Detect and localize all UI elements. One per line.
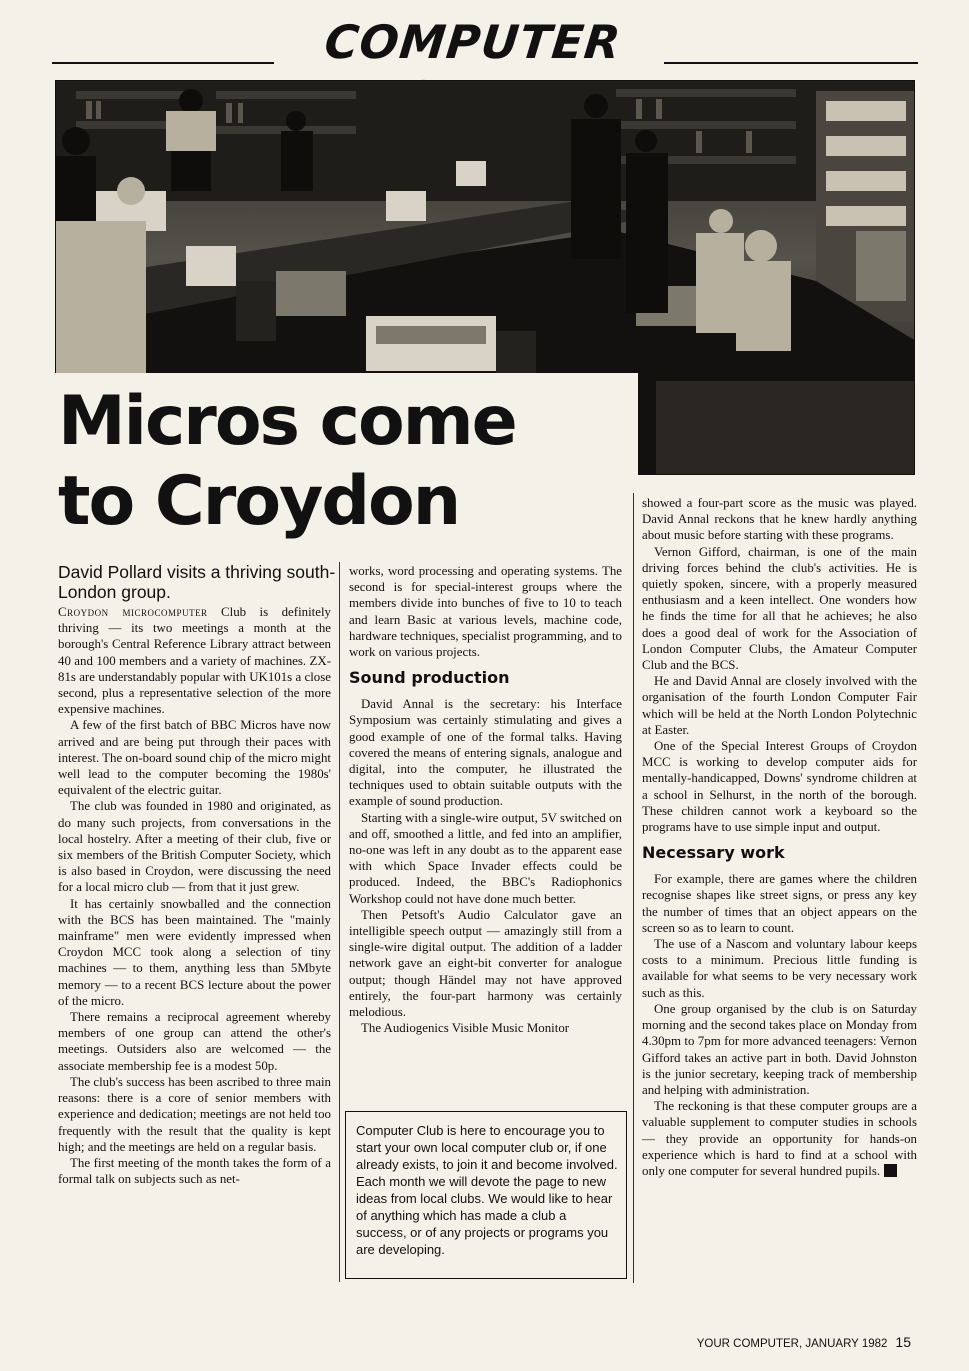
paragraph: One of the Special Interest Groups of Croydon MCC is working to develop computer aids for mentally-handicapped, Downs' syndrome children at a school in Selhurst, in the north of the borough. These children cannot work a keyboard so the programs have to use simple input and output.: [642, 739, 917, 835]
paragraph: Then Petsoft's Audio Calculator gave an intelligible speech output — amazingly still from a single-wire digital output. The addition of a ladder network gave an eight-bit converter for analogue output; though Händel may not have approved entirely, the four-part harmony was certainly melodious.: [349, 907, 622, 1020]
paragraph: The first meeting of the month takes the form of a formal talk on subjects such as net-: [58, 1155, 331, 1187]
paragraph: [58, 604, 331, 717]
paragraph: For example, there are games where the children recognise shapes like street signs, or press any key the number of times that an object appears on the screen so as to learn to count.: [642, 872, 917, 935]
paragraph: Vernon Gifford, chairman, is one of the main driving forces behind the club's activities. He is quietly spoken, sincere, with a properly measured enthusiasm and a keen intellect. One wonders how he finds the time for all that he achieves; he also does a good deal of work for the Association of London Computer Clubs, the Amateur Computer Club and the BCS.: [642, 544, 917, 673]
column-2: [349, 563, 622, 1036]
computer-club-info-box: [345, 1111, 627, 1279]
lead-in: Croydon microcomputer: [58, 605, 208, 619]
paragraph-text: Club is definitely thriving — its two meetings a month at the borough's Central Reference Library attract between 40 and 100 members and a variety of machines. ZX-81s are understandably popular with UK101s a close second, plus a representative selection of the more expensive machines.: [58, 605, 332, 717]
paragraph: Starting with a single-wire output, 5V switched on and off, smoothed a little, and fed into an amplifier, no-one was left in any doubt as to the apparent ease with which Space Invader effects could be produced. Indeed, the BBC's Radiophonics Workshop could not have done much better.: [349, 810, 622, 906]
paragraph: There remains a reciprocal agreement whereby members of one group can attend the other's meetings. Outsiders also are welcomed — the associate membership fee is a modest 50p.: [58, 1010, 331, 1073]
paragraph: One group organised by the club is on Saturday morning and the second takes place on Monday from 4.30pm to 7pm for more advanced teenagers: Vernon Gifford takes an active part in both. David Johnston is the junior secretary, keeping track of membership and helping with administration.: [642, 1001, 917, 1097]
subhead-sound-production: Sound production: [349, 668, 510, 688]
column-1: [58, 604, 331, 1187]
paragraph: The club was founded in 1980 and originated, as do many such projects, from conversations in the local hostelry. After a meeting of their club, five or six members of the British Computer Society, which is also based in Croydon, were discussing the need for a local micro club — from that it just grew.: [58, 799, 331, 895]
paragraph: The Audiogenics Visible Music Monitor: [361, 1021, 570, 1036]
section-title: COMPUTER: [322, 15, 624, 69]
page-footer: [697, 1334, 911, 1350]
paragraph: showed a four-part score as the music was played. David Annal reckons that he knew hardly anything about music before starting with these programs.: [642, 496, 917, 543]
standfirst: David Pollard visits a thriving south-London group.: [58, 562, 336, 602]
header-rule-right: [664, 62, 918, 64]
publication-name: YOUR COMPUTER, JANUARY 1982: [696, 1338, 888, 1350]
subhead-necessary-work: Necessary work: [642, 843, 785, 863]
page-number: 15: [895, 1334, 911, 1350]
article-headline: [58, 382, 618, 542]
paragraph: He and David Annal are closely involved with the organisation of the fourth London Computer Fair which will be held at the North London Polytechnic at Easter.: [642, 674, 917, 737]
column-divider: [633, 493, 634, 1283]
paragraph: The use of a Nascom and voluntary labour keeps costs to a minimum. Precious little funding is available for what seems to be very necessary work such as this.: [642, 937, 917, 1000]
paragraph: works, word processing and operating systems. The second is for special-interest groups where the members divide into bunches of five to 10 to teach and learn Basic at various levels, machine code, hardware techniques, specialist programming, and to work on various projects.: [349, 564, 622, 660]
paragraph: David Annal is the secretary: his Interface Symposium was certainly stimulating and gives a good example of one of the formal talks. Having covered the means of entering signals, analogue and digital, into the computer, he illustrated the techniques used to obtain suitable outputs with the example of sound production.: [349, 697, 622, 809]
end-of-article-mark: [884, 1164, 897, 1177]
paragraph-text: The reckoning is that these computer groups are a valuable supplement to computer studies in schools — they provide an opportunity for hands-on experience which is hard to find at a school with only one computer for several hundred pupils.: [642, 1099, 917, 1178]
headline-line-1: Micros come: [58, 382, 516, 461]
paragraph: The club's success has been ascribed to three main reasons: there is a core of senior members with experience and dedication; meetings are not held too frequently with the result that the quality is kept high; and the meetings are held on a regular basis.: [58, 1074, 331, 1154]
info-box-text: Computer Club is here to encourage you to start your own local computer club or, if one already exists, to join it and become involved. Each month we will devote the page to new ideas from local clubs. We would like to hear of anything which has made a club a success, or of any projects or programs you are developing.: [356, 1123, 618, 1257]
paragraph: It has certainly snowballed and the connection with the BCS has been maintained. The "mainly mainframe" men were evidently impressed when Croydon MCC took along a selection of tiny machines — to them, anything less than 5Mbyte memory — to a recent BCS lecture about the power of the micro.: [58, 896, 331, 1008]
paragraph: [642, 1098, 917, 1179]
column-3: [642, 495, 917, 1179]
paragraph: A few of the first batch of BBC Micros have now arrived and are being put through their paces with interest. The on-board sound chip of the micro might well lead to the computer becoming the 1980s' equivalent of the electric guitar.: [58, 718, 331, 798]
headline-line-2: to Croydon: [58, 462, 460, 541]
header-rule-left: [52, 62, 274, 64]
column-divider: [339, 562, 340, 1282]
